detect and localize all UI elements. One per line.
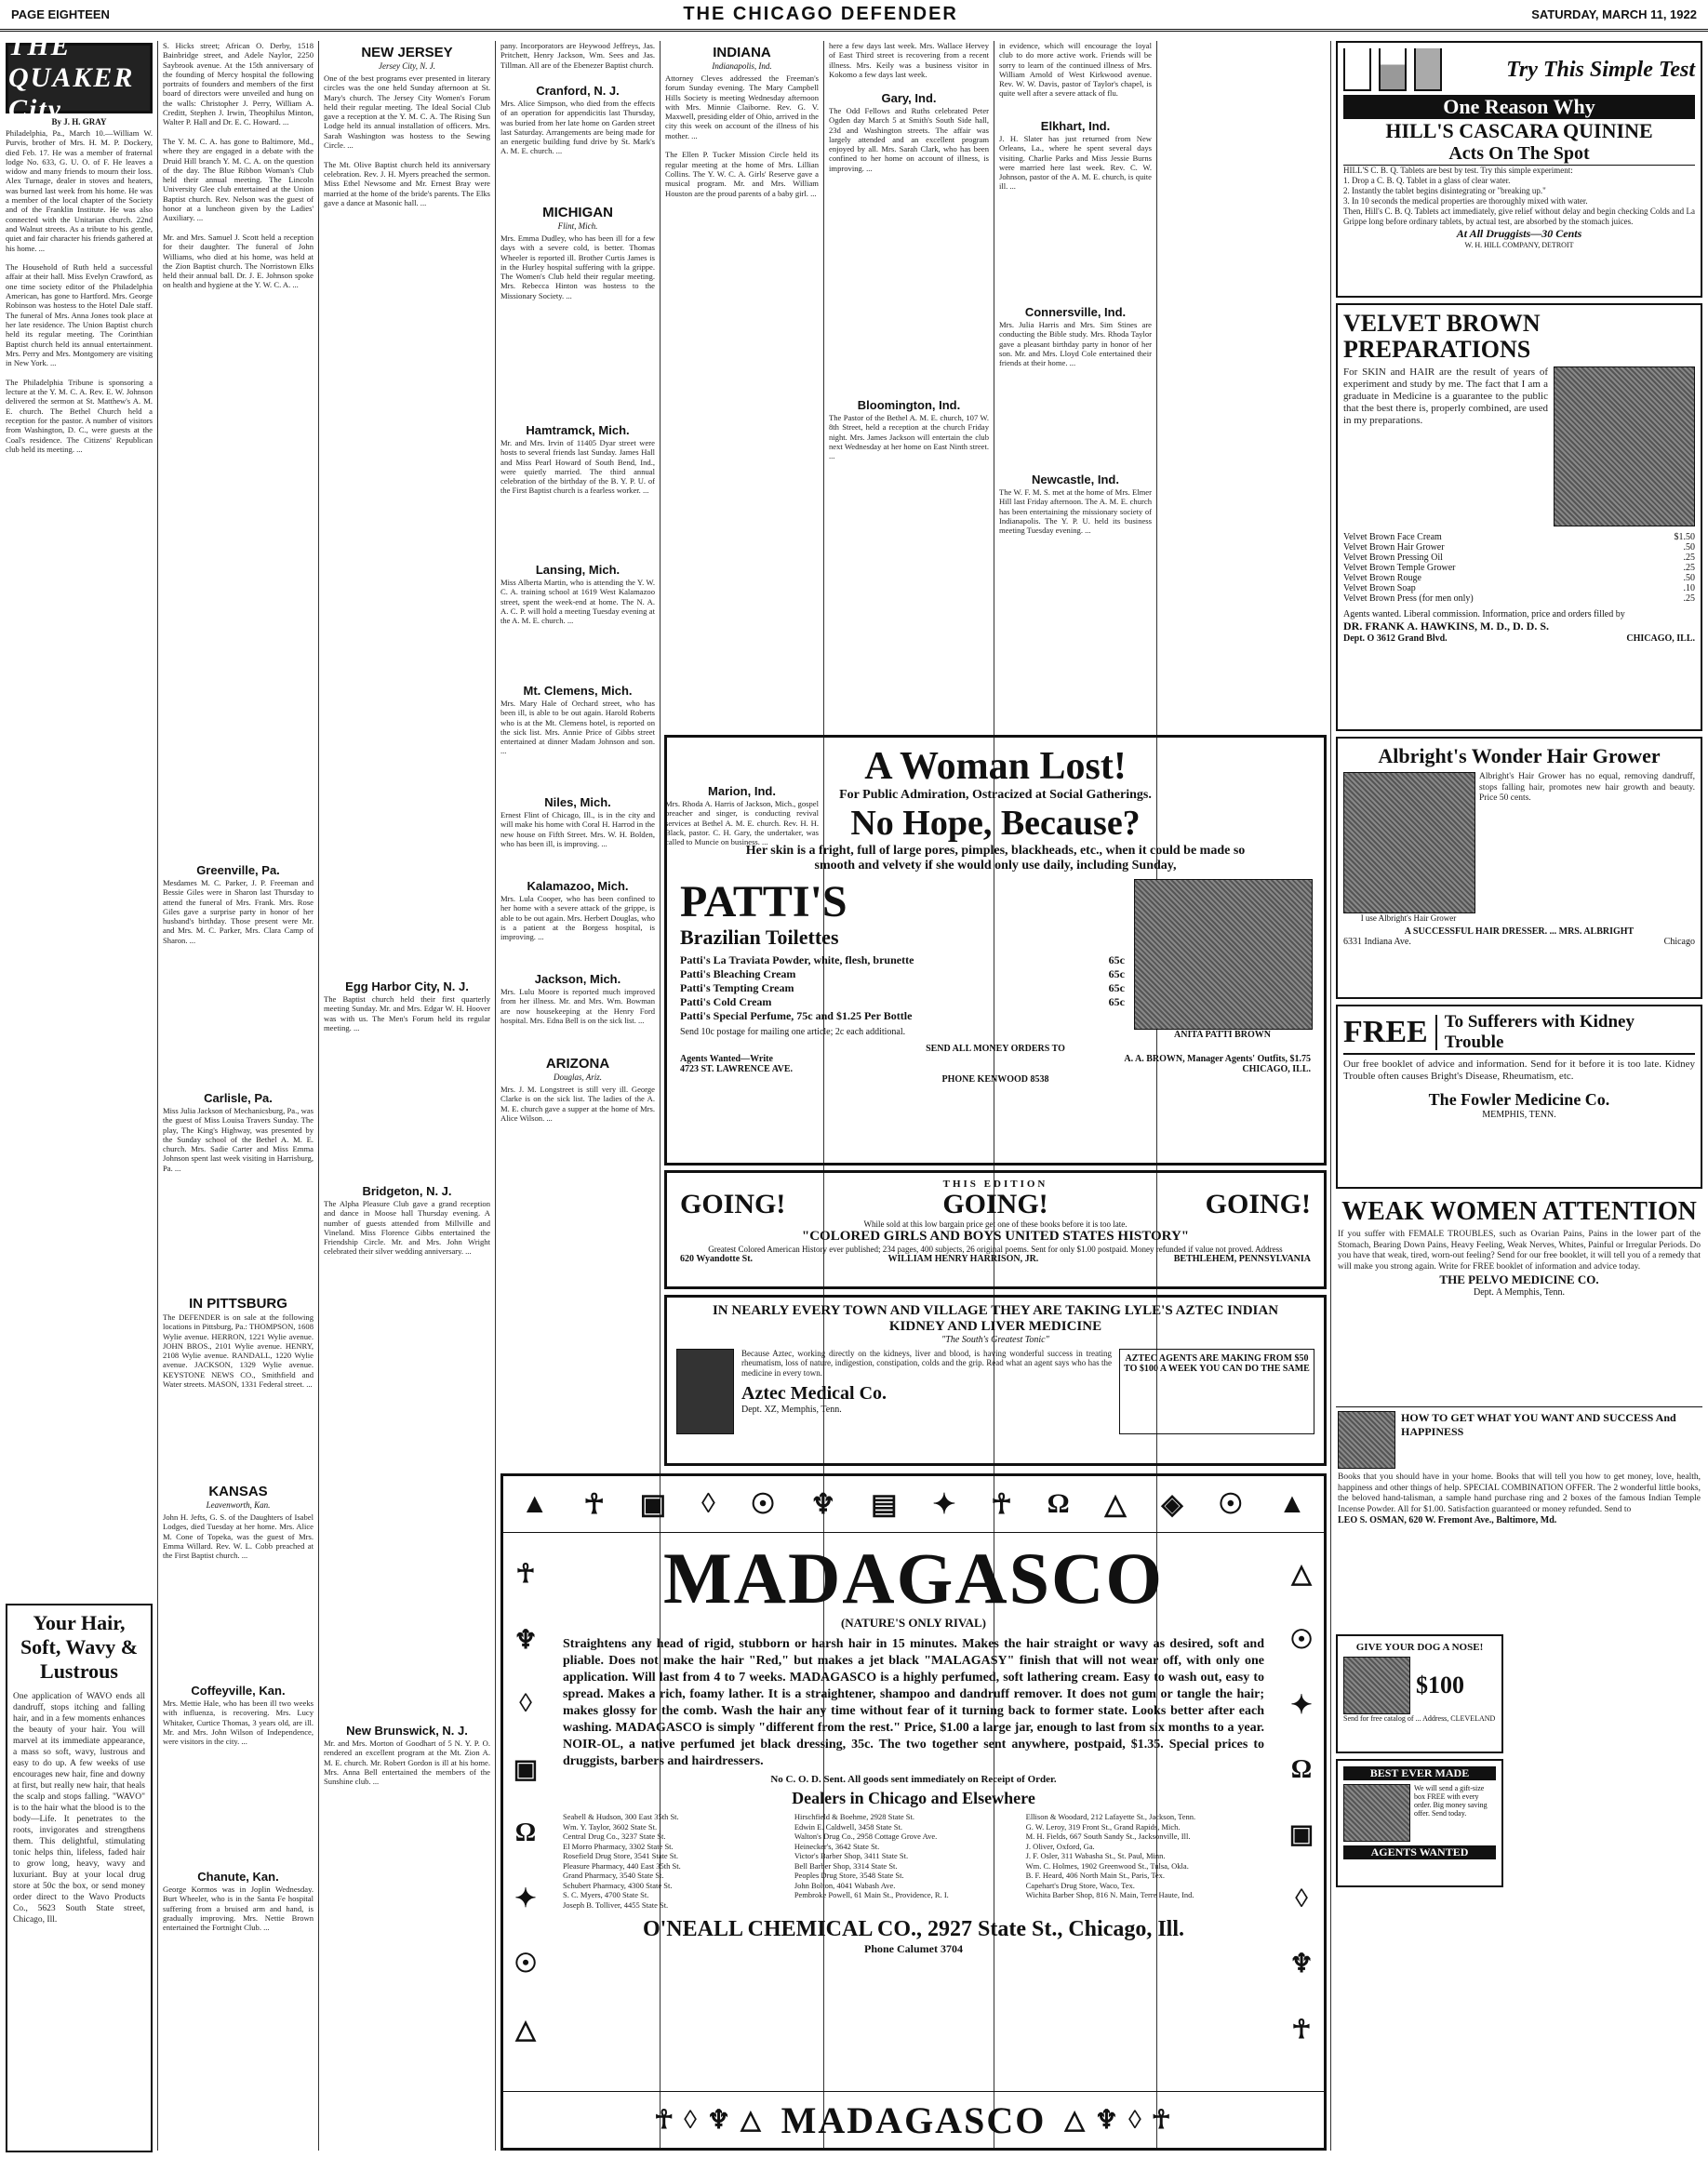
jackson-article: Mrs. Lulu Moore is reported much improved from her illness. Mr. and Mrs. Wm. Bowman are now housekeeping at the Henry Ford hospital. Mrs. Edna Bell is on the sick list. ... [500, 987, 658, 1025]
hieroglyph-border-top: ▲ ☥ ▣ ◊ ☉ ♆ ▤ ✦ ☥ Ω △ ◈ ☉ ▲ [503, 1476, 1324, 1533]
edition-label: THIS EDITION [942, 1179, 1048, 1190]
connersville-article: Mrs. Julia Harris and Mrs. Sim Stines are conducting the Bible study. Mrs. Rhoda Taylor gave a pleasant birthday party in honor of her son. Mr. and Mrs. Lloyd Cole entertained their friends at their home. ... [999, 320, 1154, 368]
best-copy: We will send a gift-size box FREE with every order. Big money saving offer. Send today. [1414, 1784, 1488, 1818]
hamtramck-article: Mr. and Mrs. Irvin of 11405 Dyar street were hosts to several friends last Sunday. James Hall and Miss Pearl Howard of South Bend, Ind., were quietly married. The third annual celebration of the birthday of the B. Y. P. U. of the First Baptist church is a fearless worker. ... [500, 438, 658, 496]
flint-article: Mrs. Emma Dudley, who has been ill for a few days with a severe cold, is better. Thomas Wheeler is reported ill. Brother Curtis James is in the Hurley hospital suffering with la grippe. The Women's Club held their regular meeting. Mrs. Rebecca Hinton was hostess to the Missionary Society. ... [500, 233, 658, 300]
pattis-postage: Send 10c postage for mailing one article; 2c each additional. [680, 1027, 906, 1037]
velvet-brown-price-list [1343, 532, 1695, 604]
lyles-agents: AZTEC AGENTS ARE MAKING FROM $50 TO $100 A WEEK YOU CAN DO THE SAME [1119, 1349, 1314, 1434]
book-address: 620 Wyandotte St. [680, 1254, 754, 1264]
section-head: Chanute, Kan. [197, 1870, 279, 1884]
pelvo-ad [1336, 1194, 1702, 1406]
kalamazoo-article: Mrs. Lula Cooper, who has been confined to her home with a severe attack of the grippe, is able to be out again. Mrs. Herbert Douglas, who is a patient at the Borgess hospital, is improving. ... [500, 894, 658, 942]
section-head: Elkhart, Ind. [1040, 119, 1111, 133]
wavo-ad [6, 1604, 153, 2152]
pattis-ad-copy: Her skin is a fright, full of large pores, pimples, blackheads, etc., when it could be made so smooth and velvety if she would only use daily, including Sunday, [745, 844, 1246, 873]
coffeyville-article: Mrs. Mettie Hale, who has been ill two weeks with influenza, is recovering. Mrs. Lucy Whitaker, Curtice Thomas, 3 years old, are ill. Mr. and Mrs. John Wilson of Independence, were visitors in the city. ... [163, 1698, 316, 1747]
page-header [0, 0, 1708, 32]
section-subhead: Indianapolis, Ind. [712, 61, 772, 71]
pattis-brand: PATTI'S [680, 877, 847, 926]
cranford-article: Mrs. Alice Simpson, who died from the effects of an operation for appendicitis last Thursday, was buried from her late home on Garden street last Saturday. Arrangements are being made for an energetic building fund drive by St. Mark's A. M. E. church. ... [500, 99, 658, 156]
pattis-item: Patti's La Traviata Powder, white, flesh, brunette 65c [680, 953, 1125, 966]
pelvo-title: WEAK WOMEN ATTENTION [1341, 1197, 1697, 1226]
hills-reason: One Reason Why [1343, 95, 1695, 119]
best-footer: AGENTS WANTED [1343, 1845, 1496, 1859]
newspaper-name: THE CHICAGO DEFENDER [683, 4, 958, 24]
price-item: Velvet Brown Rouge .50 [1343, 573, 1695, 583]
water-glasses-illustration [1343, 48, 1442, 91]
velvet-brown-ad [1336, 303, 1702, 731]
pittsburg-article: The DEFENDER is on sale at the following locations in Pittsburg, Pa.: THOMPSON, 1608 Wylie avenue. HERRON, 1221 Wylie avenue. JOHN BROS., 2101 Wylie avenue. HENRY, 2108 Wylie avenue. RANDALL, 1220 Wylie avenue. JACKSON, 1329 Wylie avenue. KEYSTONE NEWS CO., Smithfield and Water streets. MASON, 1331 Federal street. ... [163, 1312, 316, 1390]
madagasco-title: MADAGASCO [663, 1538, 1164, 1618]
section-head: Bridgeton, N. J. [362, 1184, 452, 1198]
madagasco-no-cod: No C. O. D. Sent. All goods sent immediately on Receipt of Order. [770, 1774, 1057, 1785]
pelvo-dept: Dept. A Memphis, Tenn. [1473, 1287, 1565, 1298]
anita-patti-portrait [1134, 879, 1313, 1030]
newcastle-article: The W. F. M. S. met at the home of Mrs. Elmer Hill last Friday afternoon. The A. M. E. church has been entertaining the missionary society of Indianapolis. The Y. P. U. held its business meeting Tuesday evening. ... [999, 487, 1154, 536]
albright-ad [1336, 737, 1702, 999]
kansas-article: John H. Jefts, G. S. of the Daughters of Isabel Lodges, died Tuesday at her home. Mrs. Alice M. Cone of Topeka, was the guest of Mrs. Emma Willard. Rev. W. L. Cobb preached at the First Baptist church. ... [163, 1512, 316, 1561]
doctor-portrait [1554, 366, 1695, 526]
section-head: Kalamazoo, Mich. [527, 879, 629, 893]
section-head: IN PITTSBURG [189, 1296, 287, 1312]
pattis-agents: Agents Wanted—Write [680, 1054, 773, 1064]
pattis-ad-headline-2: No Hope, Because? [850, 804, 1141, 843]
price-item: Velvet Brown Soap .10 [1343, 583, 1695, 593]
albright-city: Chicago [1663, 937, 1695, 947]
section-head: New Brunswick, N. J. [346, 1724, 468, 1738]
section-subhead: Jersey City, N. J. [379, 61, 435, 71]
section-head: Coffeyville, Kan. [191, 1684, 286, 1698]
price-item: Velvet Brown Press (for men only) .25 [1343, 593, 1695, 604]
book-author: WILLIAM HENRY HARRISON, JR. [887, 1254, 1039, 1264]
hills-price: At All Druggists—30 Cents [1456, 227, 1582, 240]
pattis-brand-sub: Brazilian Toilettes [680, 926, 839, 949]
section-head: Gary, Ind. [881, 91, 937, 105]
section-subhead: Douglas, Ariz. [553, 1072, 603, 1082]
madagasco-dealers-head: Dealers in Chicago and Elsewhere [792, 1789, 1035, 1807]
section-head: Bloomington, Ind. [857, 398, 961, 412]
best-title: BEST EVER MADE [1343, 1766, 1496, 1780]
section-head: KANSAS [208, 1484, 268, 1499]
page-number: PAGE EIGHTEEN [11, 7, 110, 21]
albright-caption: I use Albright's Hair Grower [1360, 913, 1457, 923]
section-head: INDIANA [713, 45, 771, 60]
column-2 [163, 41, 314, 2151]
section-head: Carlisle, Pa. [204, 1091, 273, 1105]
column-rule [1330, 41, 1331, 2151]
new-jersey-article: One of the best programs ever presented in literary circles was the one held Sunday afternoon at St. Mary's church. The Jersey City Women's Forum held their regular meeting. The Ideal Social Club gave a reception at the Y. M. C. A. The Rising Sun Lodge held its annual installation of officers. Mrs. Sarah Washington was hostess to the Sewing Circle. ... The Mt. Olive Baptist church held its anniversary celebration. Rev. J. H. Myers preached the sermon. Miss Ethel Newsome and Mr. Ernest Bray were married at the home of the bride's parents. The Elks gave a dance at Masonic hall. ... [324, 73, 490, 207]
right-ad-column [1336, 41, 1702, 2151]
pattis-ad-headline: A Woman Lost! [864, 745, 1127, 788]
wavo-ad-title: Your Hair, Soft, Wavy & Lustrous [20, 1611, 139, 1683]
dealer-list: Ellison & Woodard, 212 Lafayette St., Jackson, Tenn. G. W. Leroy, 319 Front St., Grand Rapids, Mich. M. H. Fields, 667 South Sandy St., Jacksonville, Ill. J. Oliver, Oxford, Ga. J. F. Osler, 311 Wabasha St., St. Paul, Minn. Wm. C. Holmes, 1902 Greenwood St., Tulsa, Okla. B. F. Heard, 406 North Main St., Paris, Tex. Capehart's Drug Store, Waco, Tex. Wichita Barber Shop, 816 N. Main, Terre Haute, Ind. [1025, 1812, 1196, 1899]
hills-company: W. H. HILL COMPANY, DETROIT [1464, 241, 1574, 249]
price-item: Velvet Brown Hair Grower .50 [1343, 542, 1695, 553]
column-4-lead: pany. Incorporators are Heywood Jeffreys, Jas. Pritchett, Henry Jackson, Wm. Sees and Jas. Tillman. All are of the Ebenezer Baptist church. [500, 41, 658, 70]
velvet-brown-agents: Agents wanted. Liberal commission. Information, price and orders filled by [1343, 609, 1625, 619]
column-4 [500, 41, 658, 1261]
section-head: Greenville, Pa. [196, 863, 280, 877]
section-head: Connersville, Ind. [1024, 305, 1127, 319]
success-copy: Books that you should have in your home. Books that will tell you how to get money, love, health, happiness and other things of help. SPECIAL COMBINATION OFFER. The 2 wonderful little books, the beloved hand-talisman, a sample hand purchase ring and 2 boxes of the famous Indian Temple Incense Powder. All for $1.00. Satisfaction guaranteed or money refunded. Send to [1338, 1472, 1703, 1514]
dealer-list: Hirschfield & Boehme, 2928 State St. Edwin E. Caldwell, 3458 State St. Walton's Drug Co., 2958 Cottage Grove Ave. Heinecker's, 3642 State St. Victor's Barber Shop, 3411 State St. Bell Barber Shop, 3314 State St. Peoples Drug Store, 3548 State St. John Bolton, 4041 Wabash Ave. Pembroke Powell, 61 Main St., Providence, R. I. [794, 1812, 949, 1899]
niles-article: Ernest Flint of Chicago, Ill., is in the city and will make his home with Coral H. Harrod in the new house on Fifth Street. Mrs. W. H. Bolden, who has been ill, is improving. ... [500, 810, 658, 848]
column-7 [999, 41, 1152, 729]
best-ever-ad [1336, 1759, 1503, 1887]
book-desc: Greatest Colored American History ever published; 234 pages, 400 subjects, 26 original poems. Sent for only $1.00 postpaid. Money refunded if value not proved. Address [708, 1245, 1283, 1254]
new-brunswick-article: Mr. and Mrs. Morton of Goodhart of 5 N. Y. P. O. rendered an excellent program at the Mt. Zion A. M. E. church. Mr. Robert Gordon is ill at his home. Mrs. Anna Bell entertained the members of the Sunshine club. ... [324, 1738, 493, 1787]
byline: By J. H. GRAY [51, 117, 107, 127]
issue-date: SATURDAY, MARCH 11, 1922 [1531, 7, 1697, 21]
hieroglyph-border-right: △ ☉ ✦ Ω ▣ ◊ ♆ ☥ [1288, 1560, 1314, 2045]
pattis-address: 4723 ST. LAWRENCE AVE. [680, 1064, 794, 1074]
portrait-caption: ANITA PATTI BROWN [1174, 1030, 1271, 1040]
section-head: NEW JERSEY [361, 45, 453, 60]
book-city: BETHLEHEM, PENNSYLVANIA [1173, 1254, 1311, 1264]
section-head: Niles, Mich. [544, 795, 611, 809]
pattis-phone: PHONE KENWOOD 8538 [941, 1074, 1049, 1085]
gary-article: The Odd Fellows and Ruths celebrated Peter Ogden day March 5 at Smith's South Side hall, 23d and Washington streets. The affair was largely attended and an excellent program enjoyed by all. Mrs. Sarah Clark, who has been confined to her home on account of illness, is improving. ... [829, 106, 992, 173]
albright-title: Albright's Wonder Hair Grower [1378, 744, 1661, 767]
column-rule [157, 41, 158, 2151]
pattis-item: Patti's Tempting Cream 65c [680, 981, 1125, 994]
section-head: MICHIGAN [542, 205, 613, 220]
hieroglyph-border-left: ☥ ♆ ◊ ▣ Ω ✦ ☉ △ [513, 1560, 539, 2045]
section-head: Lansing, Mich. [535, 563, 620, 577]
madagasco-ad [500, 1473, 1327, 2151]
pattis-item: Patti's Special Perfume, 75c and $1.25 Per Bottle [680, 1009, 913, 1022]
fowler-company: The Fowler Medicine Co. [1428, 1090, 1610, 1109]
hand-talisman-illustration [1338, 1411, 1395, 1469]
fowler-city: MEMPHIS, TENN. [1482, 1110, 1556, 1120]
pelvo-company: THE PELVO MEDICINE CO. [1439, 1272, 1599, 1286]
free-label: FREE [1343, 1015, 1437, 1050]
nose-copy: Send for free catalog of ... Address, CLEVELAND [1343, 1714, 1496, 1723]
lyles-quote: "The South's Greatest Tonic" [941, 1335, 1049, 1345]
success-books-ad [1336, 1406, 1702, 1629]
velvet-brown-doctor: DR. FRANK A. HAWKINS, M. D., D. D. S. [1343, 619, 1550, 633]
velvet-brown-city: CHICAGO, ILL. [1626, 633, 1695, 644]
column-1 [6, 31, 153, 2151]
section-head: Mt. Clemens, Mich. [523, 684, 633, 698]
column-rule [318, 41, 319, 2151]
pelvo-copy: If you suffer with FEMALE TROUBLES, such as Ovarian Pains, Pains in the lower part of the Stomach, Bearing Down Pains, Heavy Feeling, Weak Nerves, Whites, Painful or Irregular Periods. Do you have that weak, tired, worn-out feeling? Send for our free booklet, it will tell you of a remedy that will make you strong again. Write for FREE booklet of information and advice today. [1338, 1230, 1703, 1272]
lyles-body: Because Aztec, working directly on the kidneys, liver and blood, is having wonderful success in treating rheumatism, loss of nature, indigestion, constipation, colds and the grip. Read what an agent says who has the medicine in every town. [741, 1349, 1114, 1378]
column-7-lead: in evidence, which will encourage the loyal club to do more active work. Friends will be sorry to learn of the continued illness of Mrs. William Arnold of West Kirkwood avenue. Rev. W. W. Davis, pastor of Taylor's chapel, is quite well after a severe attack of flu. [999, 41, 1154, 99]
pattis-city: CHICAGO, ILL. [1242, 1064, 1311, 1074]
nose-ad [1336, 1634, 1503, 1753]
section-head: Jackson, Mich. [534, 972, 621, 986]
bloomington-article: The Pastor of the Bethel A. M. E. church, 107 W. 8th Street, held a reception at the church Friday night. Mrs. James Jackson will entertain the club next Wednesday at her home on East Ninth street. ... [829, 413, 992, 461]
hills-acts: Acts On The Spot [1343, 143, 1695, 166]
medicine-bottle-image [676, 1349, 734, 1434]
velvet-brown-copy: For SKIN and HAIR are the result of years of experiment and study by me. The fact that I am a graduate in Medicine is a guarantee to the public that the best there is, properly combined, are used in my preparations. [1343, 366, 1551, 426]
fowler-ad [1336, 1005, 1702, 1189]
column-6-lead: here a few days last week. Mrs. Wallace Hervey of East Third street is recovering from a recent illness. Mrs. Keily was a business visitor in Kokomo a few days last week. [829, 41, 992, 79]
carlisle-article: Miss Julia Jackson of Mechanicsburg, Pa., was the guest of Miss Louisa Travers Sunday. The play, The King's Highway, was presented by the Sunday school of the Bethel A. M. E. church. Mrs. Sadie Carter and Miss Emma Johnson spent last week visiting in Harrisburg, Pa. ... [163, 1106, 316, 1173]
douglas-article: Mrs. J. M. Longstreet is still very ill. George Clarke is on the sick list. The ladies of the A. M. E. church gave a supper at the home of Mrs. Alice Wilson. ... [500, 1085, 658, 1123]
velvet-brown-address: Dept. O 3612 Grand Blvd. [1343, 633, 1448, 644]
velvet-brown-title: VELVET BROWN PREPARATIONS [1343, 310, 1541, 363]
face-profile-illustration [1343, 1657, 1410, 1714]
albright-portrait [1343, 772, 1475, 913]
hills-ad [1336, 41, 1702, 298]
madagasco-body: Straightens any head of rigid, stubborn or harsh hair in 15 minutes. Makes the hair straight or wavy as desired, soft and pliable. Does not make the hair "Red," but makes a jet black "MALAGASY" finish that will not wear off, with only one application. Will last from 4 to 7 weeks. MADAGASCO is a highly perfumed, soft lathering cream. Easy to wash out, easy to spread. Makes a rich, foamy lather. It is a straightener, shampoo and dandruff remover. It does not gum or tangle the hair; makes glossy for the comb. Wash the hair any time without fear of it turning back to former state. Looks better after each washing. MADAGASCO is simply "different from the rest." Price, $1.00 a large jar, enough to last from six months to a year. NOIR-OL, a native perfumed jet black dressing, 35c. The two together sent anywhere, postpaid, $1.35. Special prices to druggists, barbers and hairdressers. [563, 1637, 1264, 1768]
section-subhead: Leavenworth, Kan. [206, 1500, 271, 1510]
dealer-list: Seabell & Hudson, 300 East 35th St. Wm. Y. Taylor, 3602 State St. Central Drug Co., 3237 State St. El Morro Pharmacy, 3302 State St. Rosefield Drug Store, 3541 State St. Pleasure Pharmacy, 440 East 35th St. Grand Pharmacy, 3540 State St. Schubert Pharmacy, 4300 State St. S. C. Myers, 4700 State St. Joseph B. Tolliver, 4455 State St. [563, 1812, 681, 1910]
pattis-order-line: SEND ALL MONEY ORDERS TO [926, 1044, 1065, 1054]
fowler-title: To Sufferers with Kidney Trouble [1444, 1012, 1635, 1052]
hieroglyph-border-bottom: ☥ ◊ ♆ △ MADAGASCO △ ♆ ◊ ☥ [503, 2091, 1324, 2148]
price-item: Velvet Brown Pressing Oil .25 [1343, 553, 1695, 563]
lyles-aztec-ad [664, 1295, 1327, 1466]
hills-copy: HILL'S C. B. Q. Tablets are best by test. Try this simple experiment: 1. Drop a C. B. Q. Tablet in a glass of clear water. 2. Instantly the tablet begins disintegrating or "breaking up." 3. In 10 seconds the medical properties are thoroughly mixed with water. Then, Hill's C. B. Q. Tablets act immediately, give relief without delay and begin checking Colds and La Grippe long before ordinary tablets, by actual test, are absorbed by the stomach juices. [1343, 166, 1695, 226]
philadelphia-continued: S. Hicks street; African O. Derby, 1518 Bainbridge street, and Adele Naylor, 2250 Saybrook avenue. At the 15th anniversary of the founding of Mercy hospital the following portraits of founders and members of the first board of directors were unveiled and hung on the walls: Christopher J. Perry, William A. Creditt, Stephen J. Irwin, Theophilus Minton, Walter P. Hall and Dr. E. C. Howard. ... The Y. M. C. A. has gone to Baltimore, Md., where they are engaged in a debate with the Druid Hill branch Y. M. C. A. on the question of the day. The Blue Ribbon Woman's Club held their annual meeting. The Lincoln University Glee club entertained at the Union Baptist church. Rev. Nelson was the guest of honor at a luncheon given by the Ladies' Auxiliary. ... Mr. and Mrs. Samuel J. Scott held a reception for their daughter. The funeral of John Williams, who died at his home, was held at the Zion Baptist church. The Norristown Elks held their annual ball. Dr. J. E. Johnson spoke on health and hygiene at the Y. W. C. A. ... [163, 41, 314, 290]
pattis-ad-subhead: For Public Admiration, Ostracized at Social Gatherings. [839, 788, 1152, 802]
section-head: Hamtramck, Mich. [526, 423, 630, 437]
going-row: GOING! GOING! GOING! [680, 1189, 1311, 1219]
egg-harbor-article: The Baptist church held their first quarterly meeting Sunday. Mr. and Mrs. Edgar W. H. Hoover was with us. The Men's Forum held its regular meeting. ... [324, 994, 493, 1032]
price-item: Velvet Brown Temple Grower .25 [1343, 563, 1695, 573]
section-head: Newcastle, Ind. [1032, 473, 1119, 486]
albright-copy: Albright's Hair Grower has no equal, removing dandruff, stops falling hair, promotes new hair growth and beauty. Price 50 cents. [1479, 772, 1698, 803]
history-book-ad [664, 1170, 1327, 1289]
pattis-item: Patti's Cold Cream 65c [680, 995, 1125, 1008]
lansing-article: Miss Alberta Martin, who is attending the Y. W. C. A. training school at 1619 West Kalamazoo street, spent the week-end at home. The N. A. A. C. P. will hold a meeting Tuesday evening at the A. M. E. church. ... [500, 578, 658, 626]
nose-price: $100 [1416, 1672, 1464, 1698]
pattis-item: Patti's Bleaching Cream 65c [680, 967, 1125, 980]
quaker-city-article: Philadelphia, Pa., March 10.—William W. Purvis, brother of Mrs. H. M. P. Dockery, died Feb. 17. He was a member of fraternal lodge No. 633, G. U. O. of F. He leaves a widow and many friends to mourn their loss. Alex Turnage, dealer in stoves and heaters, was burned last week from his home. He was a member of the local chapter of the Society and of the Franklin Institute. He was also connected with the Unitarian church. 22nd and Walnut streets. As a tribute to his gentle, quiet and fair character his friends gathered at his home. ... The Household of Ruth held a successful affair at their hall. Miss Evelyn Crawford, as one time society editor of the Philadelphia American, has gone to Hartford. Mrs. George Robinson was hostess to the Hotel Dale staff. The funeral of Mrs. Anna Jones took place at her late residence. The Union Baptist church held its regular meeting. The Corinthian Baptist church held its annual entertainment. Mrs. Perry and Mrs. Montgomery are visiting in New York. ... The Philadelphia Tribune is sponsoring a lecture at the Y. M. C. A. Rev. E. W. Johnson delivered the sermon at St. Matthew's A. M. E. church. The Bethel Church held a reception for the pastor. A number of visitors from Washington, D. C., were guests at the Coal's residence. The Citizens' Republican club held its meeting. ... [6, 128, 153, 454]
book-title: "COLORED GIRLS AND BOYS UNITED STATES HISTORY" [801, 1229, 1190, 1244]
greenville-article: Mesdames M. C. Parker, J. P. Freeman and Bessie Giles were in Sharon last Thursday to attend the funeral of Mrs. Frank. Mrs. Rose Giles gave a surprise party in honor of her husband's birthday. Those present were Mr. and Mrs. M. C. Parker, Mrs. Clara Camp of Sharon. ... [163, 878, 316, 945]
column-3 [324, 41, 493, 2151]
marion-article: Mrs. Rhoda A. Harris of Jackson, Mich., gospel preacher and singer, is conducting revival services at Bethel A. M. E. church. Rev. H. H. Black, pastor. C. H. Gary, the undertaker, was called to Muncie on business. ... [665, 799, 821, 847]
chanute-article: George Kormos was in Joplin Wednesday. Burt Wheeler, who is in the Santa Fe hospital suffering from a bruised arm and hand, is gradually improving. Mrs. Nettie Brown entertained the Fortnight Club. ... [163, 1885, 316, 1933]
nose-title: GIVE YOUR DOG A NOSE! [1355, 1642, 1484, 1653]
section-subhead: Flint, Mich. [557, 221, 598, 231]
product-box-illustration [1343, 1784, 1410, 1842]
section-head: ARIZONA [545, 1056, 610, 1072]
success-company: LEO S. OSMAN, 620 W. Fremont Ave., Baltimore, Md. [1338, 1515, 1557, 1525]
mt-clemens-article: Mrs. Mary Hale of Orchard street, who has been ill, is able to be out again. Harold Roberts who is at the Mt. Clemens hotel, is reported on the sick list. Mrs. Annie Price of Gibbs street entertained at dinner Madam Johnson and son. ... [500, 699, 658, 756]
pattis-company: A. A. BROWN, Manager Agents' Outfits, $1.75 [1124, 1054, 1311, 1064]
bridgeton-article: The Alpha Pleasure Club gave a grand reception and dance in Moose hall Thursday evening. A number of guests attended from Millville and Vineland. Miss Florence Gibbs entertained the Friendship Circle. Mr. and Mrs. John Wright celebrated their silver wedding anniversary. ... [324, 1199, 493, 1257]
fowler-copy: Our free booklet of advice and information. Send for it before it is too late. Kidney Trouble often causes Bright's Disease, Rheumatism, etc. [1343, 1059, 1698, 1082]
price-item: Velvet Brown Face Cream $1.50 [1343, 532, 1695, 542]
lyles-dept: Dept. XZ, Memphis, Tenn. [741, 1404, 842, 1415]
section-head: Cranford, N. J. [536, 84, 620, 98]
hills-test-title: Try This Simple Test [1506, 57, 1695, 82]
success-title: HOW TO GET WHAT YOU WANT AND SUCCESS And HAPPINESS [1401, 1411, 1676, 1438]
column-6 [829, 41, 992, 729]
lyles-company: Aztec Medical Co. [741, 1382, 887, 1404]
going-sub: While sold at this low bargain price get one of these books before it is too late. [863, 1219, 1128, 1229]
madagasco-sub: (NATURE'S ONLY RIVAL) [840, 1616, 987, 1630]
elkhart-article: J. H. Slater has just returned from New Orleans, La., where he spent several days visiting. Charlie Parks and Miss Jessie Burns were married here last week. Rev. C. W. Johnson, pastor of the A. M. E. church, is quite ill. ... [999, 134, 1154, 192]
column-rule [495, 41, 496, 2151]
quaker-city-banner: THE QUAKER City [6, 43, 153, 113]
wavo-ad-body: One application of WAVO ends all dandruff, stops itching and falling hair, and in a few moments enhances the beauty of your hair. You will marvel at its immediate appearance, a mass so soft, wavy, lustrous and easy to do up. A few weeks of use encourages new hair, fine and downy at first, but really new hair, that heals the scalp and stops falling. "WAVO" is to the hair what the blood is to the body—Life. It penetrates to the roots, invigorates and strengthens them. This delightful, stimulating tonic helps thin, lifeless, faded hair to grow long, heavy, wavy and luxuriant. Buy at your local drug store at 50c the box, or send money order direct to the Wavo Products Co., 5623 South State street, Chicago, Ill. [13, 1692, 148, 1925]
pattis-ad [664, 735, 1327, 1166]
madagasco-phone: Phone Calumet 3704 [864, 1942, 963, 1955]
section-head: Egg Harbor City, N. J. [345, 979, 469, 993]
madagasco-company: O'NEALL CHEMICAL CO., 2927 State St., Chicago, Ill. [642, 1917, 1185, 1941]
section-head: Marion, Ind. [708, 784, 776, 798]
albright-address: 6331 Indiana Ave. [1343, 937, 1411, 947]
indianapolis-article: Attorney Cleves addressed the Freeman's forum Sunday evening. The Mary Campbell Hills Society is meeting Wednesday afternoon with Mrs. Minnie Claiborne. Rev. G. V. Maxwell, presiding elder of Ohio, arrived in the city this week on account of the illness of his mother. ... The Ellen P. Tucker Mission Circle held its regular meeting at the home of Mrs. Lillian Collins. The Y. W. C. A. Girls' Reserve gave a musical program. Mr. and Mrs. William Houston are the proud parents of a baby girl. ... [665, 73, 819, 198]
lyles-title: IN NEARLY EVERY TOWN AND VILLAGE THEY ARE TAKING LYLE'S AZTEC INDIAN KIDNEY AND LIVER MEDICINE [712, 1303, 1279, 1334]
hills-brand: HILL'S CASCARA QUININE [1385, 119, 1653, 142]
albright-footer: A SUCCESSFUL HAIR DRESSER. ... MRS. ALBRIGHT [1404, 926, 1635, 937]
madagasco-dealers [563, 1812, 1264, 1910]
